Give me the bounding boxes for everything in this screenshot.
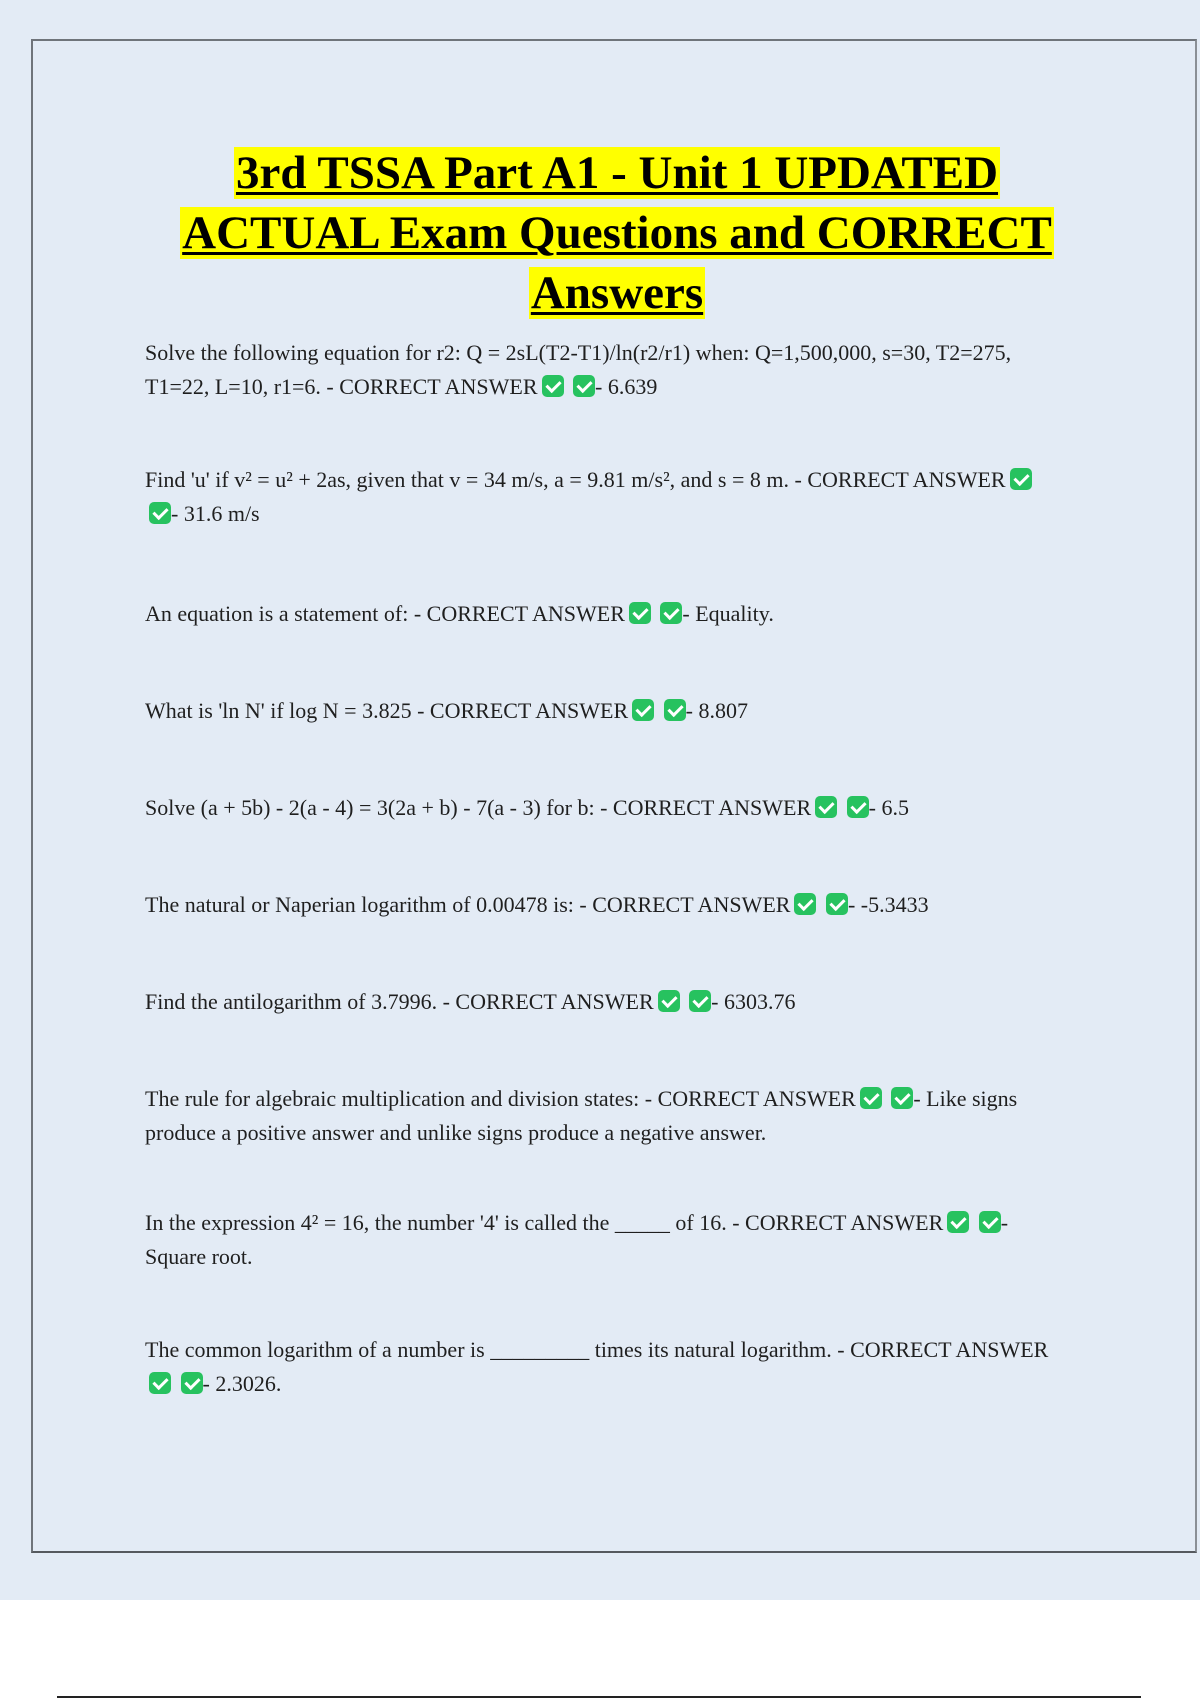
question-text: Find 'u' if v² = u² + 2as, given that v = 34 m/s, a = 9.81 m/s², and s = 8 m. - CORRECT ANSWER	[145, 467, 1006, 492]
check-icon	[660, 602, 682, 624]
question-text: Find the antilogarithm of 3.7996. - CORRECT ANSWER	[145, 989, 654, 1014]
answer-text: - 8.807	[685, 698, 748, 723]
qa-item-10	[145, 1333, 1055, 1401]
answer-text: - -5.3433	[847, 892, 929, 917]
qa-item-2	[145, 463, 1055, 531]
question-text: The rule for algebraic multiplication and division states: - CORRECT ANSWER	[145, 1086, 856, 1111]
check-icon	[689, 990, 711, 1012]
check-icon	[794, 893, 816, 915]
qa-item-6	[145, 888, 1055, 922]
answer-text: - 6.639	[595, 374, 658, 399]
footer-divider	[57, 1696, 1141, 1698]
check-icon	[632, 699, 654, 721]
check-icon	[542, 375, 564, 397]
answer-text: - Like signs produce a positive answer and unlike signs produce a negative answer.	[145, 1086, 1018, 1145]
check-icon	[658, 990, 680, 1012]
answer-text: - Equality.	[682, 601, 774, 626]
qa-item-4	[145, 694, 1055, 728]
check-icon	[891, 1087, 913, 1109]
check-icon	[573, 375, 595, 397]
answer-text: - 31.6 m/s	[171, 501, 260, 526]
check-icon	[860, 1087, 882, 1109]
title-highlight: 3rd TSSA Part A1 - Unit 1 UPDATED ACTUAL Exam Questions and CORRECT Answers	[182, 147, 1052, 319]
document-title	[137, 143, 1097, 323]
question-text: Solve (a + 5b) - 2(a - 4) = 3(2a + b) - 7(a - 3) for b: - CORRECT ANSWER	[145, 795, 812, 820]
question-text: What is 'ln N' if log N = 3.825 - CORRECT ANSWER	[145, 698, 629, 723]
question-text: In the expression 4² = 16, the number '4' is called the _____ of 16. - CORRECT ANSWER	[145, 1210, 944, 1235]
check-icon	[826, 893, 848, 915]
check-icon	[181, 1372, 203, 1394]
answer-text: - 6.5	[868, 795, 909, 820]
question-text: Solve the following equation for r2: Q = 2sL(T2-T1)/ln(r2/r1) when: Q=1,500,000, s=30, T2=275, T1=22, L=10, r1=6. - CORRECT ANSWER	[145, 340, 1012, 399]
qa-item-1	[145, 336, 1055, 404]
qa-item-8	[145, 1082, 1055, 1150]
check-icon	[149, 1372, 171, 1394]
qa-item-3	[145, 597, 1055, 631]
answer-text: - Square root.	[145, 1210, 1009, 1269]
question-text: The common logarithm of a number is _________ times its natural logarithm. - CORRECT ANSWER	[145, 1337, 1049, 1362]
qa-item-5	[145, 791, 1055, 825]
check-icon	[629, 602, 651, 624]
check-icon	[979, 1211, 1001, 1233]
answer-text: - 6303.76	[711, 989, 796, 1014]
check-icon	[1010, 468, 1032, 490]
check-icon	[947, 1211, 969, 1233]
qa-item-9	[145, 1206, 1055, 1274]
check-icon	[664, 699, 686, 721]
question-text: An equation is a statement of: - CORRECT ANSWER	[145, 601, 625, 626]
answer-text: - 2.3026.	[202, 1371, 282, 1396]
check-icon	[815, 796, 837, 818]
check-icon	[149, 502, 171, 524]
qa-item-7	[145, 985, 1055, 1019]
title-container	[0, 143, 1200, 323]
check-icon	[847, 796, 869, 818]
question-text: The natural or Naperian logarithm of 0.00478 is: - CORRECT ANSWER	[145, 892, 791, 917]
